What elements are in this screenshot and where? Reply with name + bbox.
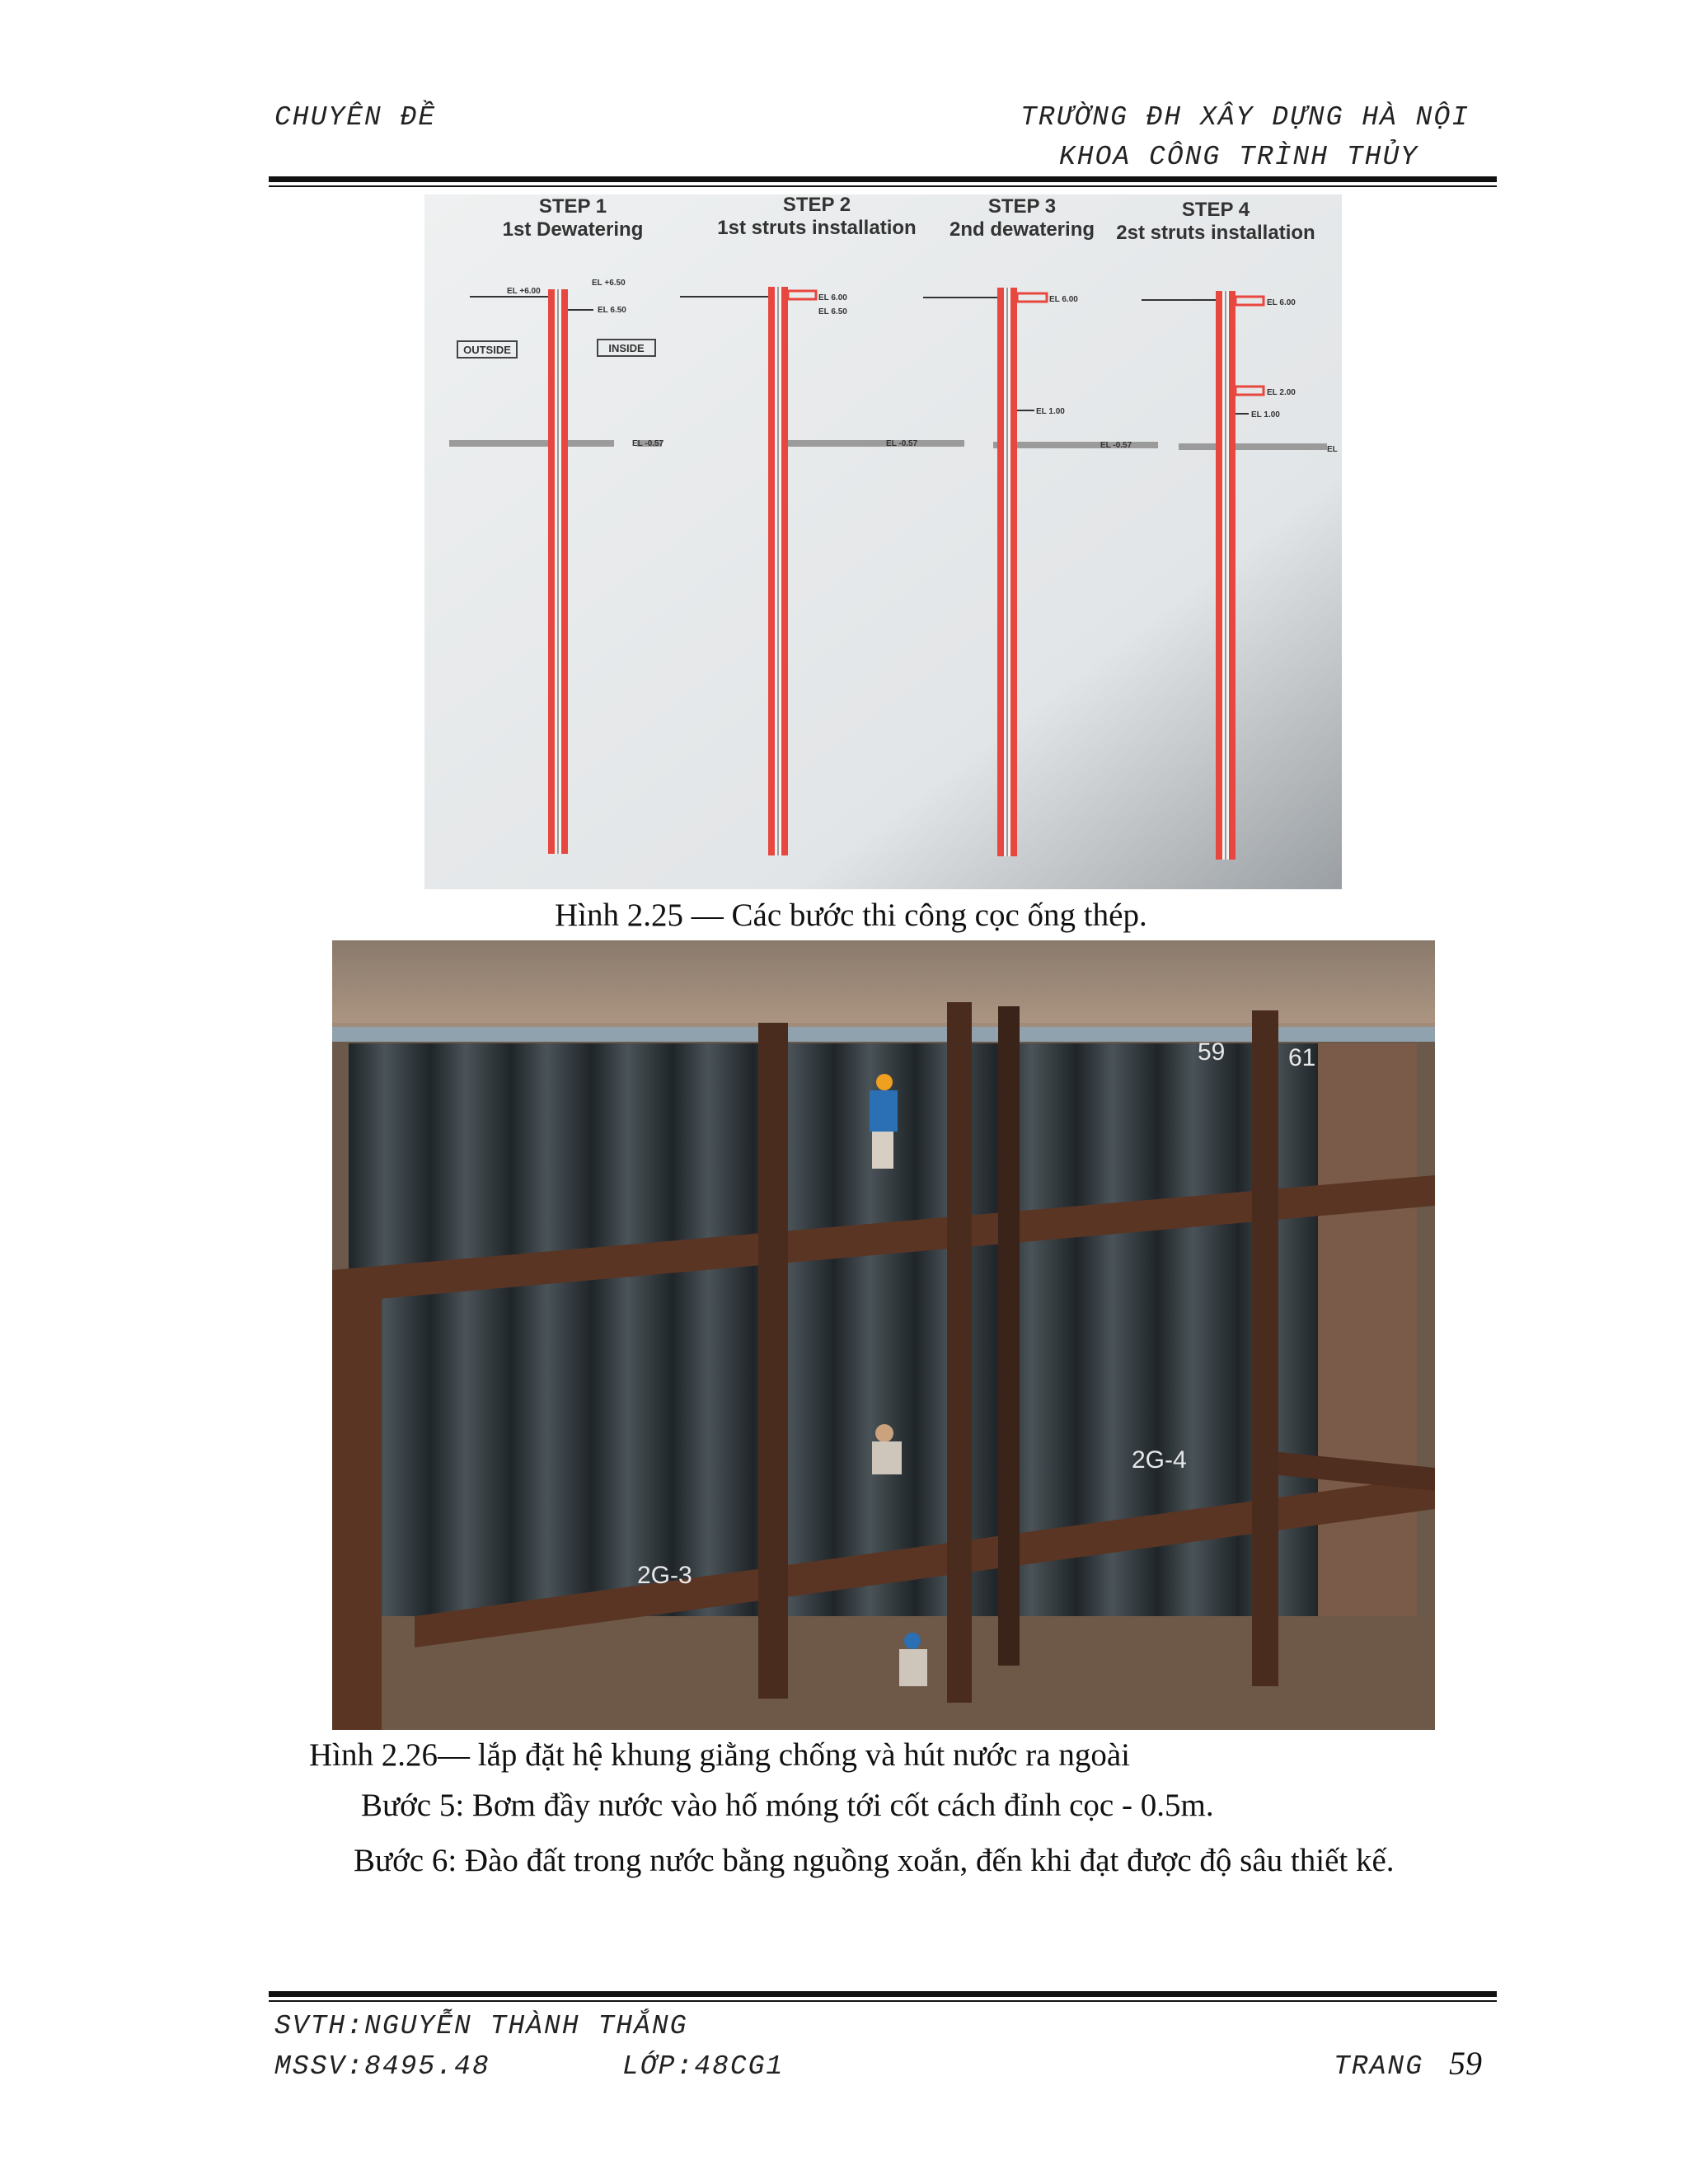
header-university: TRƯỜNG ĐH XÂY DỰNG HÀ NỘI — [1020, 102, 1470, 133]
pile-label-59: 59 — [1198, 1038, 1226, 1066]
step1-level-inside: EL 6.50 — [598, 306, 626, 315]
paragraph-step6: Bước 6: Đào đất trong nước bằng nguồng xoắn, đến khi đạt được độ sâu thiết kế. — [354, 1843, 1395, 1878]
footer-rule-thin — [269, 2000, 1497, 2002]
step4-subtitle: 2st struts installation — [1116, 222, 1315, 244]
king-post-4 — [1252, 1010, 1278, 1686]
pile-label-2g4: 2G-4 — [1132, 1446, 1187, 1474]
footer-class: LỚP:48CG1 — [622, 2051, 785, 2082]
figure2-caption: Hình 2.26— lắp đặt hệ khung giằng chống và hút nước ra ngoài — [309, 1737, 1130, 1773]
footer-page-label: TRANG — [1334, 2051, 1424, 2082]
step3-subtitle: 2nd dewatering — [949, 218, 1095, 241]
step1-level-ground: EL -0.57 — [632, 439, 664, 448]
step1-level-top: EL +6.50 — [592, 279, 626, 288]
header-left-title: CHUYÊN ĐỀ — [274, 102, 437, 133]
step2-title: STEP 2 — [782, 194, 851, 216]
paragraph-step5: Bước 5: Bơm đầy nước vào hố móng tới cốt cách đỉnh cọc - 0.5m. — [361, 1788, 1214, 1823]
step3-level-water: EL 1.00 — [1036, 407, 1065, 416]
ground-line-step3 — [993, 442, 1158, 448]
outside-label: OUTSIDE — [463, 344, 511, 356]
pile-step3 — [997, 288, 1017, 856]
step3-title: STEP 3 — [987, 195, 1057, 218]
step1-title: STEP 1 — [538, 195, 607, 218]
header-rule-thin — [269, 185, 1497, 187]
footer-student-name: SVTH:NGUYỄN THÀNH THẮNG — [274, 2011, 688, 2041]
pile-label-2g3: 2G-3 — [637, 1562, 692, 1589]
step2-level-ground: EL -0.57 — [886, 439, 918, 448]
step2-level-strut: EL 6.00 — [818, 293, 847, 302]
pile-step1 — [548, 289, 568, 854]
header-rule-thick — [269, 176, 1497, 182]
king-post-1 — [758, 1023, 788, 1699]
footer-page-number: 59 — [1449, 2045, 1482, 2082]
step4-level-ground: EL — [1327, 445, 1338, 454]
step4-title: STEP 4 — [1181, 199, 1250, 221]
figure1-caption: Hình 2.25 — Các bước thi công cọc ống thép. — [555, 898, 1147, 933]
step4-level-strut2: EL 2.00 — [1267, 388, 1296, 397]
footer-rule-thick — [269, 1991, 1497, 1997]
ground-line-step1 — [449, 440, 614, 447]
step2-level-water: EL 6.50 — [818, 307, 847, 316]
pile-step4 — [1216, 291, 1236, 860]
step3-level-strut: EL 6.00 — [1049, 295, 1078, 304]
inside-label: INSIDE — [608, 342, 645, 354]
figure-site-photo — [332, 940, 1435, 1730]
king-post-3 — [998, 1006, 1020, 1666]
ground-line-step2 — [775, 440, 964, 447]
step1-subtitle: 1st Dewatering — [502, 218, 644, 241]
step2-subtitle: 1st struts installation — [717, 217, 917, 239]
pile-label-61: 61 — [1288, 1044, 1316, 1071]
king-post-2 — [947, 1002, 972, 1703]
figure-construction-steps — [424, 194, 1342, 889]
header-faculty: KHOA CÔNG TRÌNH THỦY — [1059, 142, 1419, 172]
step4-level-strut: EL 6.00 — [1267, 298, 1296, 307]
king-post-5 — [332, 1286, 382, 1730]
step1-level-outside: EL +6.00 — [507, 287, 541, 296]
footer-student-id: MSSV:8495.48 — [274, 2051, 490, 2082]
step4-level-water: EL 1.00 — [1251, 410, 1280, 419]
step3-level-ground: EL -0.57 — [1100, 441, 1132, 450]
ground-line-step4 — [1179, 443, 1327, 450]
pile-step2 — [768, 287, 788, 855]
